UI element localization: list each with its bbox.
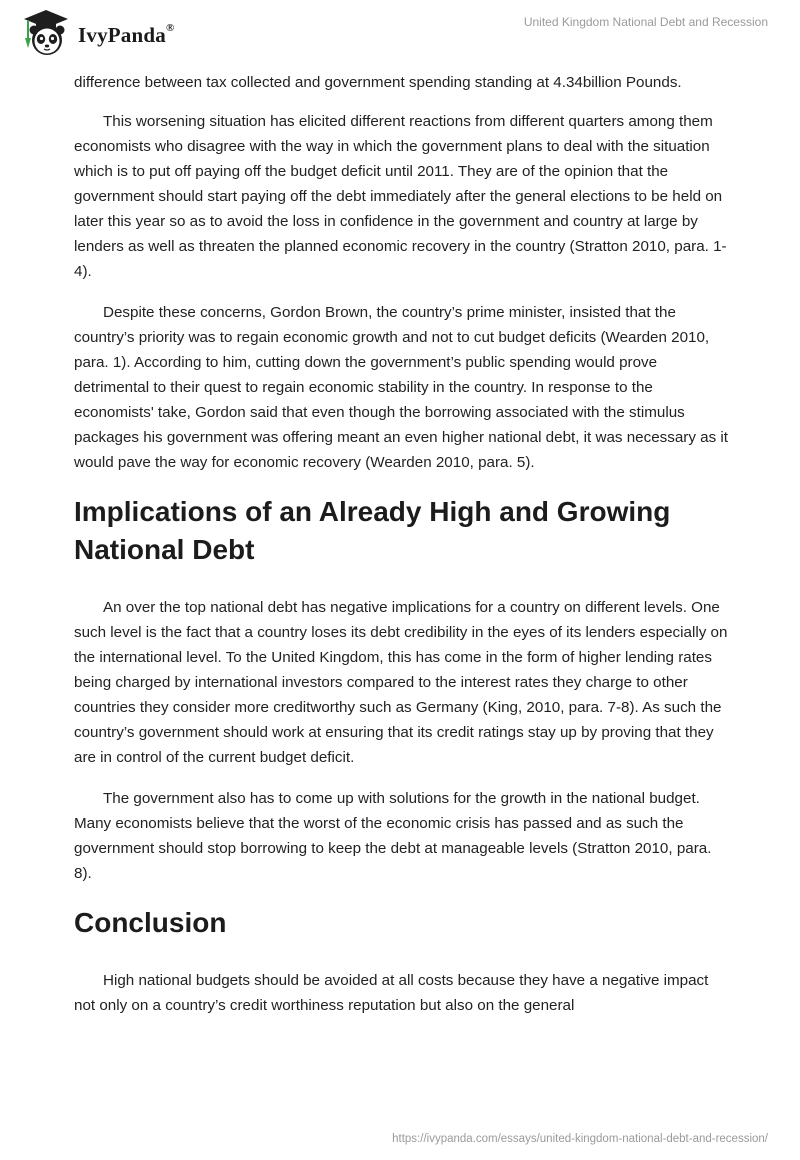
brand-name: IvyPanda®	[78, 21, 175, 47]
panda-graduate-icon	[16, 8, 72, 58]
document-title: United Kingdom National Debt and Recession	[523, 15, 768, 29]
section-heading-conclusion: Conclusion	[74, 907, 227, 938]
paragraph: The government also has to come up with solutions for the growth in the national budget. Many economists believe that the worst of the economic crisis has passed and as such the government should stop borrowing to keep the debt at manageable levels (Stratton 2010, para. 8).	[74, 790, 712, 882]
article-body	[74, 70, 730, 1034]
ivypanda-logo[interactable]	[16, 8, 174, 58]
paragraph: An over the top national debt has negative implications for a country on different levels. One such level is the fact that a country loses its debt credibility in the eyes of its lenders especially on the international level. To the United Kingdom, this has come in the form of higher lending rates being charged by international investors compared to the interest rates they charge to other countries they consider more creditworthy such as Germany (King, 2010, para. 7-8). As such the country’s government should work at ensuring that its credit ratings stay up by proving that they are in control of the current budget deficit.	[74, 599, 728, 766]
paragraph: High national budgets should be avoided at all costs because they have a negative impact not only on a country’s credit worthiness reputation but also on the general	[74, 972, 709, 1014]
page-header	[0, 0, 800, 70]
paragraph-continuation: difference between tax collected and government spending standing at 4.34billion Pounds.	[74, 74, 682, 91]
source-url-link[interactable]: https://ivypanda.com/essays/united-kingdom-national-debt-and-recession/	[392, 1133, 768, 1145]
section-heading-implications: Implications of an Already High and Growing National Debt	[74, 496, 671, 565]
paragraph: This worsening situation has elicited different reactions from different quarters among them economists who disagree with the way in which the government plans to deal with the situation which is to put off paying off the budget deficit until 2011. They are of the opinion that the government should start paying off the debt immediately after the general elections to be held on later this year so as to avoid the loss in confidence in the government and country at large by lenders as well as threaten the planned economic recovery in the country (Stratton 2010, para. 1-4).	[74, 113, 727, 280]
paragraph: Despite these concerns, Gordon Brown, the country’s prime minister, insisted that the country’s priority was to regain economic growth and not to cut budget deficits (Wearden 2010, para. 1). According to him, cutting down the government’s public spending would prove detrimental to their quest to regain economic stability in the country. In response to the economists' take, Gordon said that even though the borrowing associated with the stimulus packages his government was offering meant an even higher national debt, it was necessary as it would pave the way for economic recovery (Wearden 2010, para. 5).	[74, 304, 729, 471]
